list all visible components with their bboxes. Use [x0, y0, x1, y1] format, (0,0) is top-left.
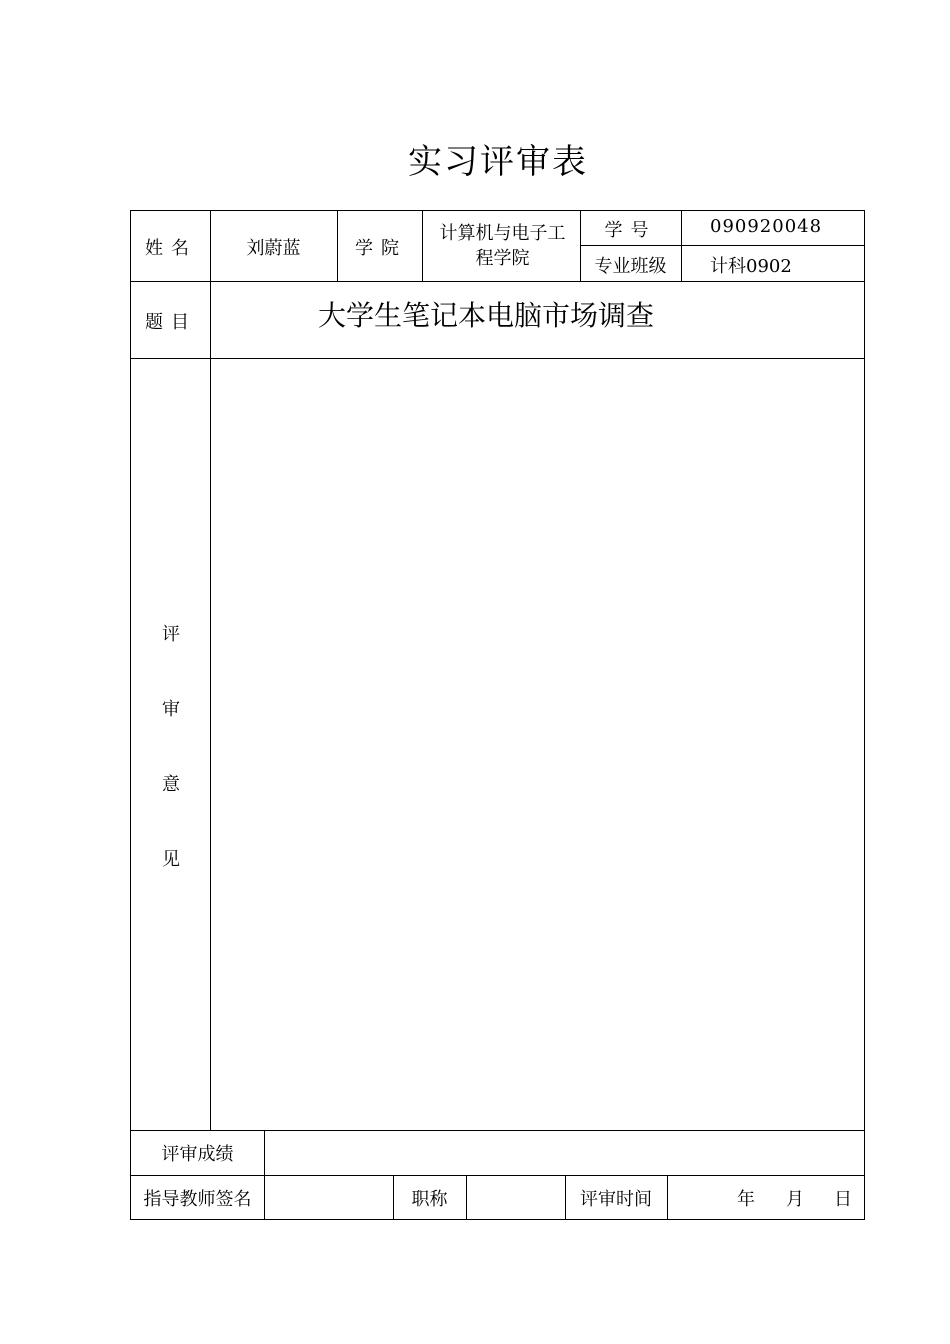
time-label-divider [667, 1175, 668, 1220]
topic-value: 大学生笔记本电脑市场调查 [318, 299, 655, 332]
topic-label: 题目 [145, 312, 197, 333]
college-value-line-2: 程学院 [475, 248, 530, 269]
score-value-area [265, 1131, 864, 1175]
row1-mid-divider [580, 245, 865, 246]
review-time-label: 评审时间 [580, 1189, 652, 1210]
review-label-char-4: 见 [162, 849, 180, 870]
name-label: 姓名 [145, 238, 197, 259]
review-label-char-2: 审 [162, 699, 180, 720]
student-id-label-divider [681, 210, 682, 282]
review-label-char-3: 意 [162, 774, 180, 795]
review-comments-area [211, 359, 864, 1130]
table-border-right [864, 210, 865, 1220]
position-value-area [467, 1176, 565, 1219]
position-label: 职称 [411, 1189, 448, 1210]
year-label: 年 [737, 1189, 755, 1210]
day-label: 日 [834, 1189, 852, 1210]
page-title: 实习评审表 [408, 142, 588, 182]
row1-bottom-border [130, 281, 865, 282]
teacher-signature-area [265, 1176, 393, 1219]
major-class-value: 计科0902 [710, 256, 792, 277]
teacher-signature-label: 指导教师签名 [143, 1189, 252, 1210]
month-label: 月 [786, 1189, 804, 1210]
college-label: 学院 [355, 238, 407, 259]
review-label-char-1: 评 [162, 624, 180, 645]
major-class-label: 专业班级 [594, 256, 667, 277]
name-value: 刘蔚蓝 [246, 238, 301, 259]
score-label: 评审成绩 [161, 1144, 234, 1165]
table-border-top [130, 210, 865, 211]
college-value-line-1: 计算机与电子工 [439, 223, 566, 244]
student-id-label: 学号 [604, 220, 657, 241]
college-value [425, 221, 580, 271]
table-border-bottom [130, 1219, 865, 1220]
student-id-value: 090920048 [710, 216, 823, 237]
